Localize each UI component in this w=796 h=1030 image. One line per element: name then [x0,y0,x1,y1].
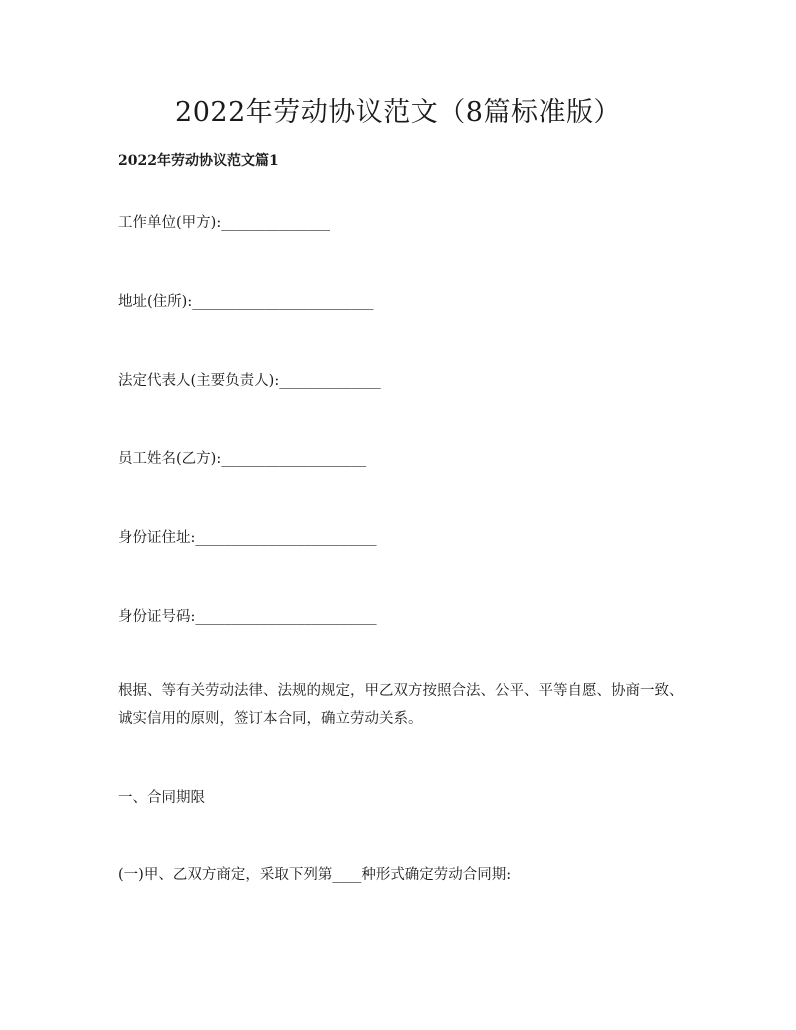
address-field: 地址(住所):_________________________ [118,294,374,310]
id-number-field: 身份证号码:_________________________ [118,609,377,625]
clause-1-item-1: (一)甲、乙双方商定，采取下列第____种形式确定劳动合同期: [118,867,512,883]
id-address-field: 身份证住址:_________________________ [118,530,377,546]
legal-rep-field: 法定代表人(主要负责人):______________ [118,373,381,389]
intro-paragraph: 根据、等有关劳动法律、法规的规定，甲乙双方按照合法、公平、平等自愿、协商一致、诚实信用的原则，签订本合同，确立劳动关系。 [118,683,684,727]
employee-name-field: 员工姓名(乙方):____________________ [118,451,367,467]
clause-1-heading: 一、合同期限 [118,790,205,806]
section-heading: 2022年劳动协议范文篇1 [118,153,279,169]
document-title: 2022年劳动协议范文（8篇标准版） [175,97,621,128]
employer-field: 工作单位(甲方):_______________ [118,215,330,231]
